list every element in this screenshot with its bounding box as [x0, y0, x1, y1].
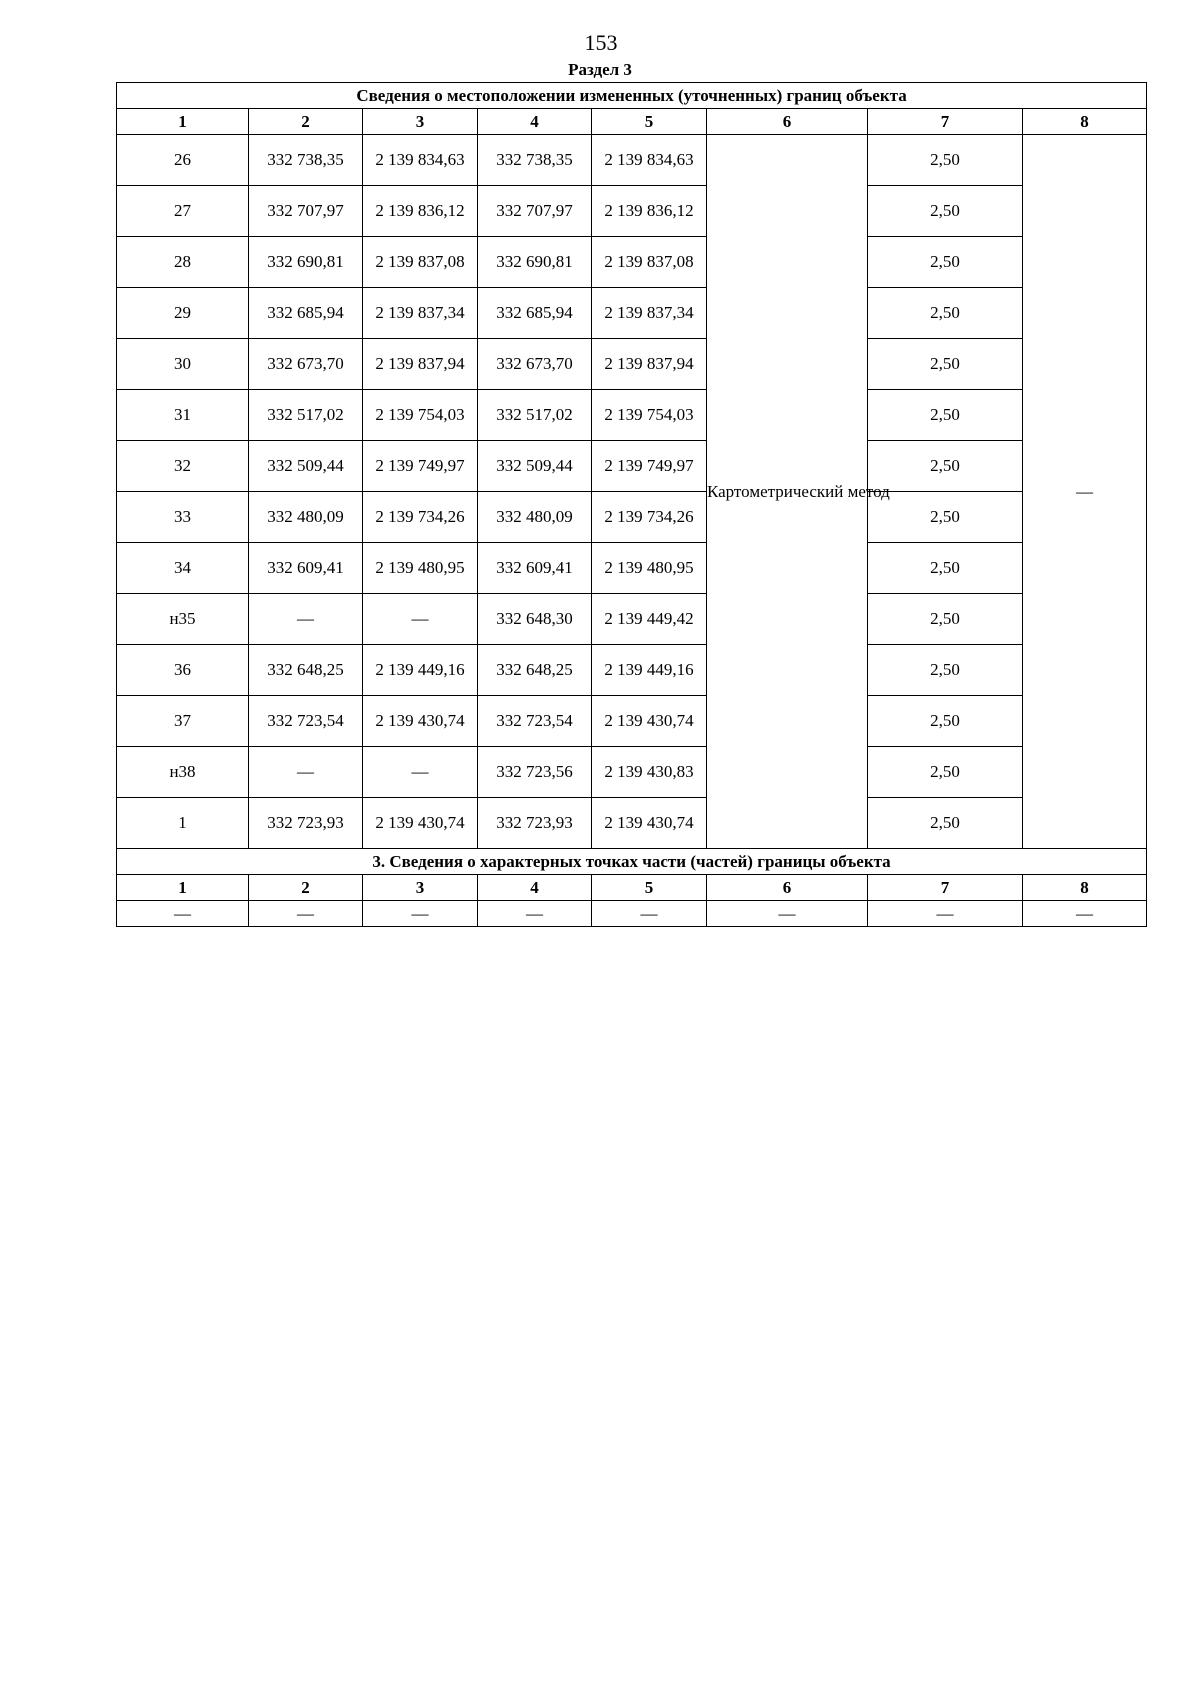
point-number: 1: [117, 798, 249, 849]
x-old: 332 673,70: [249, 339, 363, 390]
point-number: 36: [117, 645, 249, 696]
table-row: [117, 339, 1147, 390]
y-new: 2 139 449,42: [592, 594, 707, 645]
x-new: 332 707,97: [478, 186, 592, 237]
point-number: 32: [117, 441, 249, 492]
column-number: 7: [868, 875, 1023, 901]
y-new: 2 139 430,83: [592, 747, 707, 798]
table-title-row: [117, 83, 1147, 109]
accuracy: 2,50: [868, 543, 1023, 594]
x-old: —: [249, 594, 363, 645]
accuracy: 2,50: [868, 339, 1023, 390]
y-new: 2 139 837,34: [592, 288, 707, 339]
column-number: 2: [249, 109, 363, 135]
accuracy: 2,50: [868, 441, 1023, 492]
point-number: 27: [117, 186, 249, 237]
y-old: 2 139 734,26: [363, 492, 478, 543]
column8-cell: —: [1023, 135, 1147, 849]
point-number: 31: [117, 390, 249, 441]
x-old: 332 738,35: [249, 135, 363, 186]
table-row: [117, 594, 1147, 645]
x-old: 332 517,02: [249, 390, 363, 441]
empty-cell: —: [707, 901, 868, 927]
method-cell: Картометрический метод: [707, 135, 868, 849]
column-number: 1: [117, 109, 249, 135]
column-number: 4: [478, 109, 592, 135]
table-row: [117, 135, 1147, 186]
section-heading: Раздел 3: [568, 60, 632, 79]
table-row: [117, 798, 1147, 849]
y-old: 2 139 430,74: [363, 696, 478, 747]
empty-cell: —: [363, 901, 478, 927]
accuracy: 2,50: [868, 288, 1023, 339]
accuracy: 2,50: [868, 186, 1023, 237]
column-number: 7: [868, 109, 1023, 135]
y-old: 2 139 749,97: [363, 441, 478, 492]
y-old: 2 139 837,34: [363, 288, 478, 339]
table-row: [117, 390, 1147, 441]
x-new: 332 685,94: [478, 288, 592, 339]
y-new: 2 139 837,08: [592, 237, 707, 288]
page-number: 153: [584, 30, 618, 55]
table-row: [117, 492, 1147, 543]
y-old: 2 139 837,94: [363, 339, 478, 390]
x-new: 332 723,54: [478, 696, 592, 747]
empty-cell: —: [1023, 901, 1147, 927]
accuracy: 2,50: [868, 696, 1023, 747]
table-row: [117, 696, 1147, 747]
x-new: 332 723,56: [478, 747, 592, 798]
y-old: 2 139 449,16: [363, 645, 478, 696]
accuracy: 2,50: [868, 492, 1023, 543]
y-old: —: [363, 594, 478, 645]
y-new: 2 139 754,03: [592, 390, 707, 441]
y-old: 2 139 480,95: [363, 543, 478, 594]
empty-cell: —: [868, 901, 1023, 927]
x-new: 332 673,70: [478, 339, 592, 390]
table-row: [117, 288, 1147, 339]
y-new: 2 139 430,74: [592, 798, 707, 849]
column-number: 5: [592, 875, 707, 901]
empty-cell: —: [117, 901, 249, 927]
x-old: 332 723,93: [249, 798, 363, 849]
x-old: —: [249, 747, 363, 798]
column-number: 3: [363, 109, 478, 135]
x-old: 332 723,54: [249, 696, 363, 747]
y-old: 2 139 754,03: [363, 390, 478, 441]
x-old: 332 480,09: [249, 492, 363, 543]
accuracy: 2,50: [868, 645, 1023, 696]
point-number: 33: [117, 492, 249, 543]
x-new: 332 517,02: [478, 390, 592, 441]
x-old: 332 648,25: [249, 645, 363, 696]
y-old: 2 139 834,63: [363, 135, 478, 186]
point-number: 37: [117, 696, 249, 747]
y-old: 2 139 836,12: [363, 186, 478, 237]
y-new: 2 139 837,94: [592, 339, 707, 390]
point-number: 29: [117, 288, 249, 339]
y-new: 2 139 449,16: [592, 645, 707, 696]
parts-column-number-row: [117, 875, 1147, 901]
parts-title-row: [117, 849, 1147, 875]
y-new: 2 139 836,12: [592, 186, 707, 237]
column-number: 1: [117, 875, 249, 901]
point-number: 26: [117, 135, 249, 186]
x-new: 332 509,44: [478, 441, 592, 492]
table-row: [117, 645, 1147, 696]
column-number: 2: [249, 875, 363, 901]
column-number: 8: [1023, 875, 1147, 901]
accuracy: 2,50: [868, 135, 1023, 186]
table-title: Сведения о местоположении измененных (уточненных) границ объекта: [117, 83, 1147, 109]
accuracy: 2,50: [868, 237, 1023, 288]
y-new: 2 139 430,74: [592, 696, 707, 747]
accuracy: 2,50: [868, 747, 1023, 798]
x-new: 332 480,09: [478, 492, 592, 543]
table-row: [117, 186, 1147, 237]
point-number: н35: [117, 594, 249, 645]
empty-cell: —: [478, 901, 592, 927]
x-old: 332 690,81: [249, 237, 363, 288]
x-old: 332 509,44: [249, 441, 363, 492]
column-number: 6: [707, 109, 868, 135]
accuracy: 2,50: [868, 798, 1023, 849]
table-row: [117, 237, 1147, 288]
column-number: 6: [707, 875, 868, 901]
empty-cell: —: [592, 901, 707, 927]
y-old: 2 139 430,74: [363, 798, 478, 849]
parts-table-row: [117, 901, 1147, 927]
x-new: 332 648,25: [478, 645, 592, 696]
x-new: 332 723,93: [478, 798, 592, 849]
y-old: 2 139 837,08: [363, 237, 478, 288]
column-number: 4: [478, 875, 592, 901]
boundary-table: [116, 82, 1147, 927]
accuracy: 2,50: [868, 390, 1023, 441]
y-new: 2 139 480,95: [592, 543, 707, 594]
parts-title: 3. Сведения о характерных точках части (частей) границы объекта: [117, 849, 1147, 875]
x-new: 332 738,35: [478, 135, 592, 186]
point-number: 34: [117, 543, 249, 594]
point-number: н38: [117, 747, 249, 798]
x-new: 332 690,81: [478, 237, 592, 288]
column-number: 8: [1023, 109, 1147, 135]
x-old: 332 707,97: [249, 186, 363, 237]
point-number: 30: [117, 339, 249, 390]
column-number: 5: [592, 109, 707, 135]
x-new: 332 648,30: [478, 594, 592, 645]
x-old: 332 685,94: [249, 288, 363, 339]
table-row: [117, 543, 1147, 594]
table-row: [117, 441, 1147, 492]
x-new: 332 609,41: [478, 543, 592, 594]
table-row: [117, 747, 1147, 798]
y-old: —: [363, 747, 478, 798]
column-number-row: [117, 109, 1147, 135]
y-new: 2 139 749,97: [592, 441, 707, 492]
point-number: 28: [117, 237, 249, 288]
column-number: 3: [363, 875, 478, 901]
accuracy: 2,50: [868, 594, 1023, 645]
empty-cell: —: [249, 901, 363, 927]
y-new: 2 139 834,63: [592, 135, 707, 186]
x-old: 332 609,41: [249, 543, 363, 594]
y-new: 2 139 734,26: [592, 492, 707, 543]
